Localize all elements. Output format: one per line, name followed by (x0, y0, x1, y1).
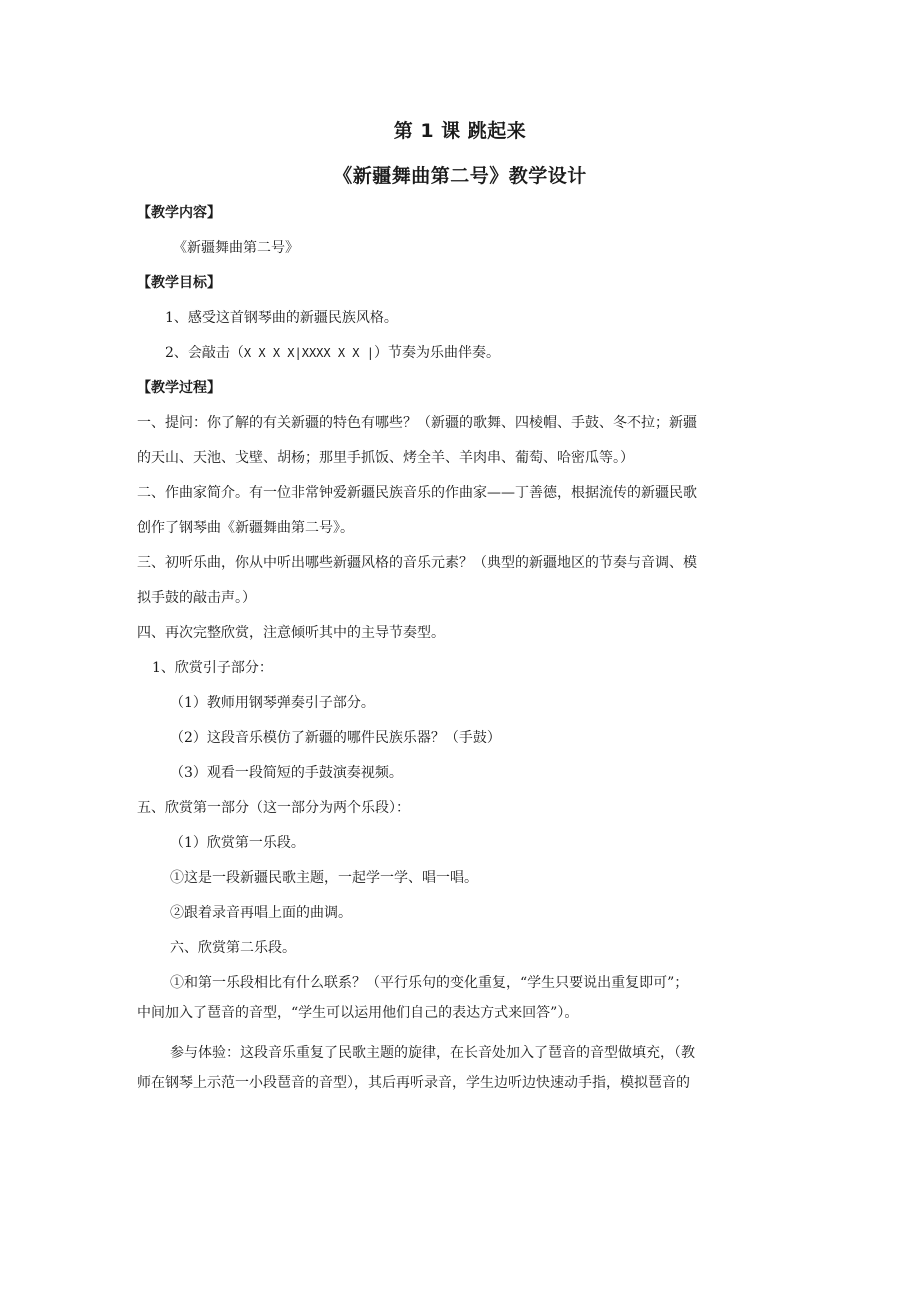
process-step-5-sub-1: （1）欣赏第一乐段。 (170, 835, 305, 851)
process-step-1-line-1: 一、提问：你了解的有关新疆的特色有哪些？（新疆的歌舞、四棱帽、手鼓、冬不拉；新疆 (137, 415, 697, 431)
process-step-6-b-line-1: 参与体验：这段音乐重复了民歌主题的旋律，在长音处加入了琶音的音型做填充，（教 (170, 1045, 695, 1061)
content-text: 《新疆舞曲第二号》 (173, 240, 299, 256)
rhythm-notation: X X X X|XXXX X X | (243, 346, 374, 360)
lesson-title: 第 1 课 跳起来 (393, 120, 527, 142)
lesson-subtitle: 《新疆舞曲第二号》教学设计 (333, 165, 587, 187)
process-step-4: 四、再次完整欣赏，注意倾听其中的主导节奏型。 (137, 625, 445, 641)
process-step-2-line-2: 创作了钢琴曲《新疆舞曲第二号》。 (137, 520, 354, 536)
process-step-5: 五、欣赏第一部分（这一部分为两个乐段）： (137, 800, 410, 816)
process-step-4-sub-1: 1、欣赏引子部分： (152, 660, 273, 676)
process-step-5-sub-1-a: ①这是一段新疆民歌主题，一起学一学、唱一唱。 (170, 870, 478, 886)
process-step-6-a-line-2: 中间加入了琶音的音型，“学生可以运用他们自己的表达方式来回答”）。 (137, 1005, 579, 1021)
process-step-4-sub-1-c: （3）观看一段简短的手鼓演奏视频。 (170, 765, 403, 781)
goal-item-1: 1、感受这首钢琴曲的新疆民族风格。 (165, 310, 398, 326)
section-heading-content: 【教学内容】 (137, 205, 221, 221)
process-step-3-line-1: 三、初听乐曲，你从中听出哪些新疆风格的音乐元素？（典型的新疆地区的节奏与音调、模 (137, 555, 697, 571)
process-step-6: 六、欣赏第二乐段。 (170, 940, 296, 956)
goal-item-2 (165, 344, 500, 362)
process-step-3-line-2: 拟手鼓的敲击声。） (137, 590, 256, 606)
process-step-6-b-line-2: 师在钢琴上示范一小段琶音的音型），其后再听录音，学生边听边快速动手指，模拟琶音的 (137, 1075, 690, 1091)
goal-item-2-prefix: 2、会敲击（ (165, 345, 244, 361)
section-heading-process: 【教学过程】 (137, 380, 221, 396)
process-step-5-sub-1-b: ②跟着录音再唱上面的曲调。 (170, 905, 352, 921)
process-step-4-sub-1-b: （2）这段音乐模仿了新疆的哪件民族乐器？（手鼓） (170, 730, 501, 746)
process-step-4-sub-1-a: （1）教师用钢琴弹奏引子部分。 (170, 695, 375, 711)
goal-item-2-suffix: ）节奏为乐曲伴奏。 (373, 345, 500, 361)
process-step-2-line-1: 二、作曲家简介。有一位非常钟爱新疆民族音乐的作曲家——丁善德，根据流传的新疆民歌 (137, 485, 697, 501)
process-step-1-line-2: 的天山、天池、戈壁、胡杨；那里手抓饭、烤全羊、羊肉串、葡萄、哈密瓜等。） (137, 450, 634, 466)
process-step-6-a-line-1: ①和第一乐段相比有什么联系？（平行乐句的变化重复，“学生只要说出重复即可”； (170, 975, 689, 991)
section-heading-goals: 【教学目标】 (137, 275, 221, 291)
